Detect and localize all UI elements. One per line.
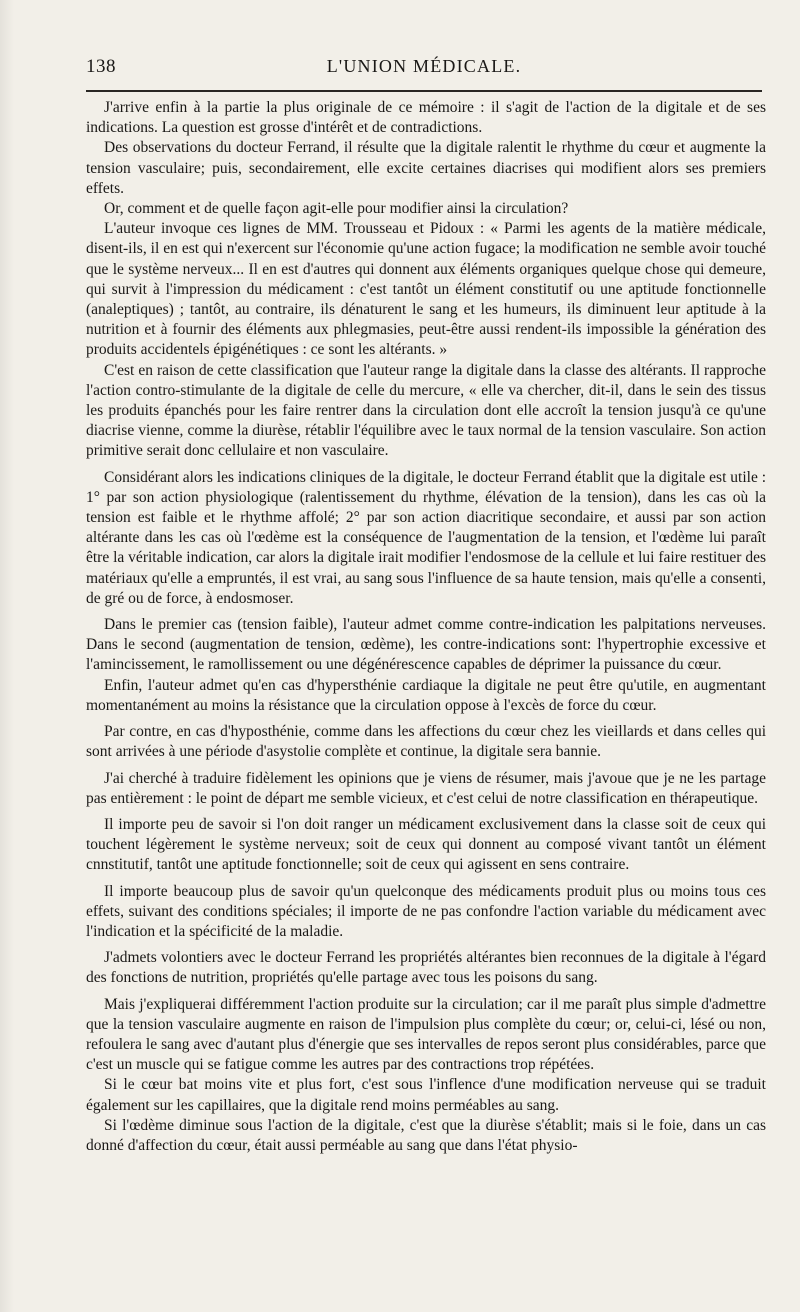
paragraph: Il importe beaucoup plus de savoir qu'un quelconque des médicaments produit plus ou moins tous ces effets, suivant des conditions spéciales; il importe de ne pas confondre l'action variable du médicament avec l'indication et la spécificité de la maladie. bbox=[86, 882, 766, 940]
paragraph: J'admets volontiers avec le docteur Ferrand les propriétés altérantes bien reconnues de la digitale à l'égard des fonctions de nutrition, propriétés qu'elle partage avec tous les poisons du sang. bbox=[86, 949, 766, 987]
running-title: L'UNION MÉDICALE. bbox=[326, 56, 522, 76]
paragraph: L'auteur invoque ces lignes de MM. Trousseau et Pidoux : « Parmi les agents de la matière médicale, disent-ils, il en est qui n'exercent sur l'économie qu'une action fugace; la modification ne semble avoir touché que le système nerveux... Il en est d'autres qui donnent aux éléments organiques quelque chose qui demeure, qui survit à l'impression du médicament : c'est tantôt un élément constitutif ou une aptitude fonctionnelle (analeptiques) ; tantôt, au contraire, ils dénaturent le sang et les humeurs, ils diminuent leur aptitude à la nutrition et à fournir des éléments aux phlegmasies, peut-être aussi rendent-ils impossible la génération des produits accidentels épigénétiques : ce sont les altérants. » bbox=[86, 220, 766, 359]
paragraph: C'est en raison de cette classification que l'auteur range la digitale dans la classe des altérants. Il rapproche l'action contro-stimulante de la digitale de celle du mercure, « elle va chercher, dit-il, dans le sein des tissus les produits épanchés pour les faire rentrer dans la circulation dont elle accroît la tension jusqu'à ce qu'une diacrise vienne, comme la diurèse, rétablir l'équilibre avec le taux normal de la tension vasculaire. Son action primitive serait donc cellulaire et non vasculaire. bbox=[86, 361, 766, 460]
header-rule bbox=[86, 90, 762, 92]
paragraph: Si le cœur bat moins vite et plus fort, c'est sous l'inflence d'une modification nerveuse qui se traduit également sur les capillaires, que la digitale rend moins perméables au sang. bbox=[86, 1076, 766, 1114]
paragraph: J'arrive enfin à la partie la plus originale de ce mémoire : il s'agit de l'action de la digitale et de ses indications. La question est grosse d'intérêt et de contradictions. bbox=[86, 99, 766, 137]
paragraph: Or, comment et de quelle façon agit-elle pour modifier ainsi la circulation? bbox=[104, 200, 569, 218]
paragraph: Dans le premier cas (tension faible), l'auteur admet comme contre-indication les palpitations nerveuses. Dans le second (augmentation de tension, œdème), les contre-indications sont: l'hypertrophie excessive et l'amincissement, le ramollissement ou une dégénérescence capables de déprimer la puissance du cœur. bbox=[86, 616, 766, 674]
paragraph: Enfin, l'auteur admet qu'en cas d'hypersthénie cardiaque la digitale ne peut être qu'utile, en augmentant momentanément au moins la résistance que la circulation oppose à l'excès de force du cœur. bbox=[86, 676, 766, 714]
paragraph: Il importe peu de savoir si l'on doit ranger un médicament exclusivement dans la classe soit de ceux qui touchent légèrement le système nerveux; soit de ceux qui donnent au composé vivant tantôt un élément cnnstitutif, tantôt une aptitude fonctionnelle; soit de ceux qui agissent en sens contraire. bbox=[86, 815, 766, 874]
paragraph: Par contre, en cas d'hyposthénie, comme dans les affections du cœur chez les vieillards et dans celles qui sont arrivées à une période d'asystolie complète et continue, la digitale sera bannie. bbox=[86, 723, 766, 761]
paragraph: Si l'œdème diminue sous l'action de la digitale, c'est que la diurèse s'établit; mais si le foie, dans un cas donné d'affection du cœur, était aussi perméable au sang que dans l'état physio- bbox=[86, 1116, 766, 1154]
paragraph: J'ai cherché à traduire fidèlement les opinions que je viens de résumer, mais j'avoue que je ne les partage pas entièrement : le point de départ me semble vicieux, et c'est celui de notre classification en thérapeutique. bbox=[86, 769, 766, 807]
paragraph: Mais j'expliquerai différemment l'action produite sur la circulation; car il me paraît plus simple d'admettre que la tension vasculaire augmente en raison de l'impulsion plus complète du cœur; or, celui-ci, lésé ou non, refoulera le sang avec d'autant plus d'énergie que ses intervalles de repos seront plus considérables, parce que c'est un muscle qui se fatigue comme les autres par des contractions trop répétées. bbox=[86, 995, 766, 1074]
page-number: 138 bbox=[86, 56, 116, 77]
page-header bbox=[86, 56, 762, 84]
article-body bbox=[86, 98, 766, 1156]
paragraph: Considérant alors les indications cliniques de la digitale, le docteur Ferrand établit que la digitale est utile : 1° par son action physiologique (ralentissement du rhythme, élévation de la tension), dans les cas où la tension est faible et le rhythme affolé; 2° par son action diacritique secondaire, et aussi par son action altérante dans les cas où l'œdème est la conséquence de l'augmentation de la tension, et l'œdème lui paraît être la véritable indication, car alors la digitale irait modifier l'endosmose de la cellule et lui faire restituer des matériaux qu'elle a empruntés, il est vrai, au sang sous l'influence de sa haute tension, mais qu'elle a consenti, de gré ou de force, à endosmoser. bbox=[86, 468, 767, 607]
paragraph: Des observations du docteur Ferrand, il résulte que la digitale ralentit le rhythme du cœur et augmente la tension vasculaire; puis, secondairement, elle excite certaines diacrises qui modifient alors ses premiers effets. bbox=[86, 139, 766, 197]
